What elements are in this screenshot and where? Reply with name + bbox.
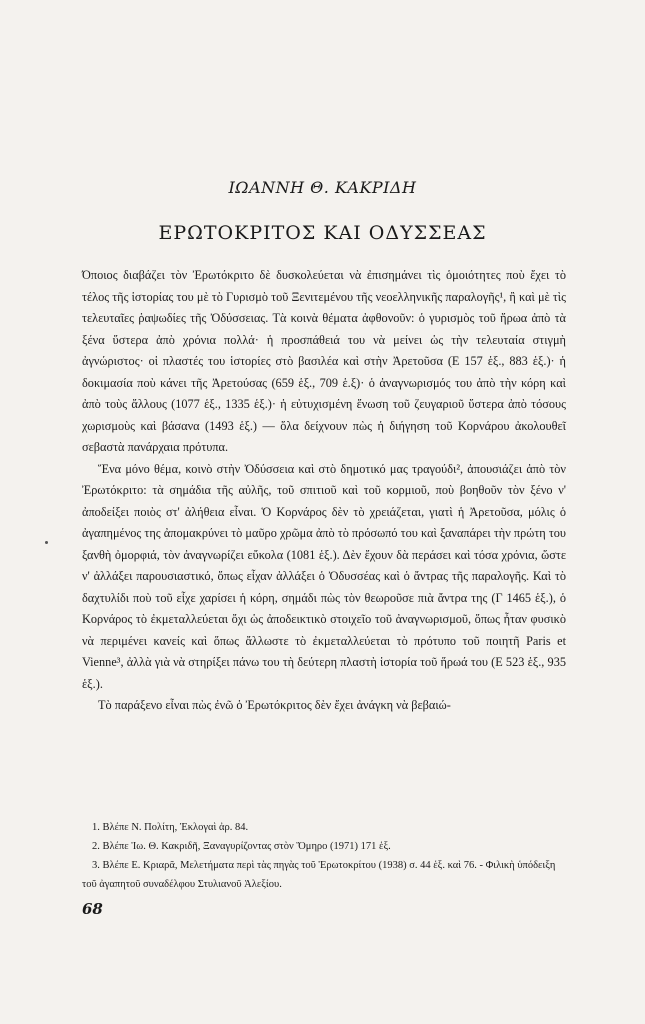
paragraph-2: Ἕνα μόνο θέμα, κοινὸ στὴν Ὀδύσσεια καὶ στὸ δημοτικό μας τραγούδι², ἀπουσιάζει ἀπὸ τὸν Ἐρωτόκριτο: τὰ σημάδια τῆς αὐλῆς, τοῦ σπιτιοῦ καὶ τοῦ κορμιοῦ, ποὺ βοηθοῦν τὸν ξένο ν' ἀποδείξει ποιὸς στ' ἀλήθεια εἶναι. Ὁ Κορνάρος δὲν τὸ χρειάζεται, γιατὶ ἡ Ἀρετοῦσα, μόλις ὁ ἀγαπημένος της ἀπομακρύνει τὸ μαῦρο χρῶμα ἀπὸ τὸ πρόσωπό του καὶ ξαναπάρει τὴν πρώτη του ξανθὴ ὀμορφιά, τὸν ἀναγνωρίζει εὔκολα (1081 ἑξ.). Δὲν ἔχουν δὰ περάσει καὶ τόσα χρόνια, ὥστε ν' ἀλλάξει παρουσιαστικό, ὅπως εἶχαν ἀλλάξει ὁ Ὀδυσσέας καὶ ὁ ἄντρας τῆς παραλογῆς. Καὶ τὸ δαχτυλίδι ποὺ τοῦ εἶχε χαρίσει ἡ κόρη, σημάδι πὼς τὸν θεωροῦσε πιὰ ἄντρα της (Γ 1465 ἑξ.), ὁ Κορνάρος τὸ ἐκμεταλλεύεται ὄχι ὡς ἀποδεικτικὸ στοιχεῖο τοῦ ἀναγνωρισμοῦ, ὅπως ἦταν φυσικὸ νὰ περιμένει κανείς καὶ ὅπως ἄλλωστε τὸ ἐκμεταλλεύεται τὸ πρότυπο τοῦ ποιητῆ Paris et Vienne³, ἀλλὰ γιὰ νὰ στηρίξει πάνω του τὴ δεύτερη πλαστὴ ἱστορία τοῦ ἥρωά του (Ε 523 ἑξ., 935 ἑξ.). <box>82 461 566 691</box>
footnote-1: 1. Βλέπε Ν. Πολίτη, Ἐκλογαὶ ἀρ. 84. <box>92 822 249 833</box>
author-name: ΙΩΑΝΝΗ Θ. ΚΑΚΡΙΔΗ <box>228 178 417 197</box>
footnotes <box>82 818 566 894</box>
paragraph-1: Όποιος διαβάζει τὸν Ἐρωτόκριτο δὲ δυσκολεύεται νὰ ἐπισημάνει τὶς ὁμοιότητες ποὺ ἔχει τὸ τέλος τῆς ἱστορίας του μὲ τὸ Γυρισμὸ τοῦ Ξενιτεμένου τῆς νεοελληνικῆς παραλογῆς¹, ἢ καὶ μὲ τὶς τελευταῖες ῥαψωδίες τῆς Ὀδύσσειας. Τὰ κοινὰ θέματα ἀφθονοῦν: ὁ γυρισμὸς τοῦ ἥρωα ἀπὸ τὰ ξένα ὕστερα ἀπὸ χρόνια πολλά· ἡ προσπάθειά του νὰ μείνει ὡς τὴν τελευταία στιγμὴ ἀγνώριστος· οἱ πλαστές του ἱστορίες στὸ βασιλέα καὶ στὴν Ἀρετοῦσα (Ε 157 ἑξ., 883 ἑξ.)· ἡ δοκιμασία ποὺ κάνει τῆς Ἀρετούσας (659 ἑξ., 709 ἑ.ξ)· ὁ ἀναγνωρισμός του ἀπὸ τὴν κόρη καὶ ἀπὸ τοὺς ἄλλους (1077 ἑξ., 1335 ἑξ.)· ἡ εὐτυχισμένη ἕνωση τοῦ ζευγαριοῦ ὕστερα ἀπὸ τόσους χωρισμοὺς καὶ βάσανα (1493 ἑξ.) — ὅλα δείχνουν πὼς ἡ διήγηση τοῦ Κορνάρου ἀκολουθεῖ σεβαστὰ πανάρχαια πρότυπα. <box>82 268 566 454</box>
paragraph-3: Τὸ παράξενο εἶναι πὼς ἐνῶ ὁ Ἐρωτόκριτος δὲν ἔχει ἀνάγκη νὰ βεβαιώ- <box>98 698 451 712</box>
article-title: ΕΡΩΤΟΚΡΙΤΟΣ ΚΑΙ ΟΔΥΣΣΕΑΣ <box>158 222 487 244</box>
body-text <box>82 265 566 717</box>
footnote-2: 2. Βλέπε Ἰω. Θ. Κακριδῆ, Ξαναγυρίζοντας στὸν Ὅμηρο (1971) 171 ἑξ. <box>92 841 391 852</box>
margin-speck <box>45 541 48 544</box>
page-number: 68 <box>82 900 103 918</box>
footnote-3: 3. Βλέπε Ε. Κριαρᾶ, Μελετήματα περὶ τὰς πηγὰς τοῦ Ἐρωτοκρίτου (1938) σ. 44 ἑξ. καὶ 76. - Φιλικὴ ὑπόδειξη τοῦ ἀγαπητοῦ συναδέλφου Στυλιανοῦ Ἀλεξίου. <box>82 860 556 890</box>
